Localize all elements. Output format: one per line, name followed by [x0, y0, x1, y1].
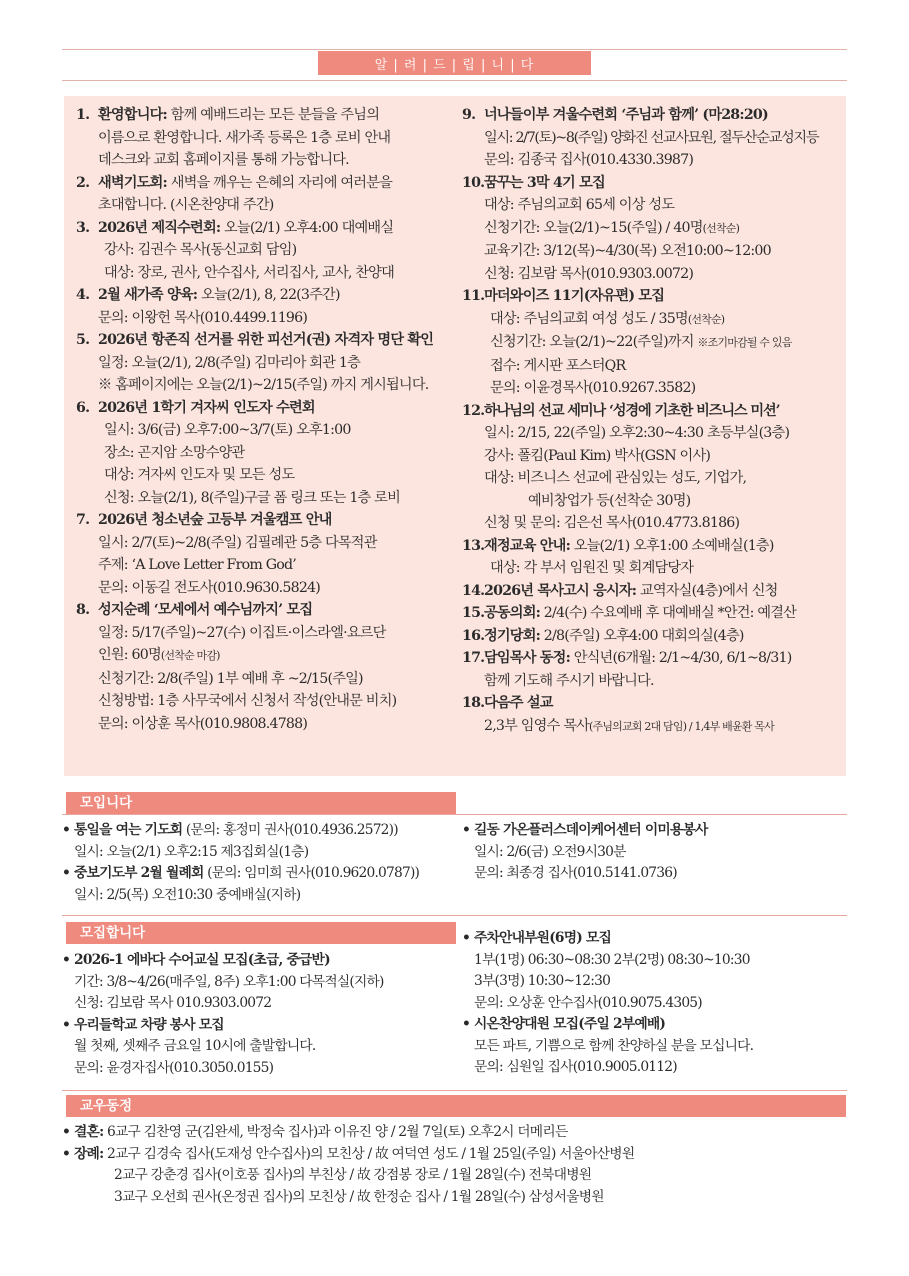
- notice-line: 강사: 김권수 목사(동신교회 담임): [104, 242, 297, 258]
- notice-line: 대상: 겨자씨 인도자 및 모든 성도: [104, 467, 295, 483]
- notice-number: 18.: [462, 695, 485, 711]
- notice-item: [76, 509, 458, 599]
- moim-item-extra: (문의: 임미희 권사(010.9620.0787)): [203, 865, 420, 881]
- notice-number: 14.: [462, 582, 485, 599]
- notice-note: (선착순 마감): [160, 649, 220, 662]
- moim-right: [462, 820, 708, 885]
- funeral-text: 2교구 김경숙 집사(도재성 안수집사)의 모친상 / 故 여덕연 성도 / 1월 25일(주일) 서울아산병원: [106, 1145, 635, 1162]
- notice-title: 너나들이부 겨울수련회 ‘주님과 함께’ (마28:20): [484, 107, 768, 123]
- notice-note: ※조기마감될 수 있음: [697, 336, 792, 349]
- mojip-item-line: 기간: 3/8~4/26(매주일, 8주) 오후1:00 다목적실(지하): [74, 973, 384, 990]
- notice-item: [462, 400, 844, 535]
- notice-line: 오늘(2/1) 오후1:00 소예배실(1층): [573, 537, 774, 554]
- mojip-item-line: 문의: 윤경자집사(010.3050.0155): [74, 1059, 274, 1076]
- notice-title: 2026년 1학기 겨자씨 인도자 수련회: [98, 399, 315, 416]
- notice-title: 다음주 설교: [484, 695, 553, 711]
- notice-item: [76, 284, 458, 329]
- notice-number: 15.: [462, 605, 485, 621]
- mojip-left: [62, 950, 384, 1079]
- mojip-item-line: 문의: 심원일 집사(010.9005.0112): [474, 1059, 677, 1075]
- notice-column-right: [462, 104, 844, 738]
- mojip-item-head: • 주차안내부원(6명) 모집: [462, 930, 612, 946]
- notice-line: 2/4(수) 수요예배 후 대예배실 *안건: 예결산: [543, 605, 797, 621]
- notice-line: 문의: 이상훈 목사(010.9808.4788): [98, 715, 308, 732]
- moim-item-head: • 길동 가온플러스데이케어센터 이미용봉사: [462, 822, 708, 838]
- notice-line: 신청기간: 오늘(2/1)~22(주일)까지: [490, 334, 694, 350]
- notice-title: 마더와이즈 11기(자유편) 모집: [484, 288, 665, 304]
- notice-line: 대상: 주님의교회 65세 이상 성도: [484, 197, 675, 213]
- notice-title: 2월 새가족 양육:: [98, 287, 198, 303]
- notice-line: 새벽을 깨우는 은혜의 자리에 여러분을: [170, 174, 393, 191]
- notice-line: 신청방법: 1층 사무국에서 신청서 작성(안내문 비치): [98, 693, 397, 709]
- notice-line: 신청기간: 2/8(주일) 1부 예배 후 ~2/15(주일): [98, 670, 363, 687]
- notice-item: [462, 692, 844, 738]
- notice-item: [462, 625, 844, 648]
- notice-item: [76, 104, 458, 172]
- notice-note: (선착순): [687, 312, 725, 326]
- notice-number: 12.: [462, 402, 485, 419]
- header-banner: [318, 51, 591, 75]
- notice-line: 신청기간: 오늘(2/1)~15(주일) / 40명: [484, 219, 703, 236]
- notice-line: 장소: 곤지암 소망수양관: [104, 444, 245, 461]
- notice-line: 예비창업가 등(선착순 30명): [528, 492, 691, 509]
- notice-title: 꿈꾸는 3막 4기 모집: [484, 174, 605, 191]
- notice-title: 2026년 항존직 선거를 위한 피선거(권) 자격자 명단 확인: [98, 332, 434, 348]
- moim-item-line: 일시: 오늘(2/1) 오후2:15 제3집회실(1층): [74, 843, 309, 860]
- notice-line: 일정: 오늘(2/1), 2/8(주일) 김마리아 회관 1층: [98, 354, 361, 371]
- notice-line: 이름으로 환영합니다. 새가족 등록은 1층 로비 안내: [98, 129, 391, 146]
- notice-line: 2,3부 임영수 목사: [484, 717, 590, 734]
- notice-number: 3.: [76, 219, 90, 236]
- notice-line: 초대합니다. (시온찬양대 주간): [98, 197, 274, 213]
- mojip-item-line: 3부(3명) 10:30~12:30: [474, 973, 611, 989]
- notice-number: 6.: [76, 399, 90, 416]
- notice-title: 환영합니다:: [98, 107, 167, 123]
- notice-item: [462, 580, 844, 603]
- notice-number: 16.: [462, 627, 485, 644]
- notice-note: (주님의교회 2대 담임) / 1,4부 배윤환 목사: [589, 719, 774, 733]
- notice-line: 함께 기도해 주시기 바랍니다.: [484, 672, 654, 689]
- notice-number: 17.: [462, 650, 485, 666]
- funeral-text: 3교구 오선희 권사(온정권 집사)의 모친상 / 故 한정순 집사 / 1월 28일(수) 삼성서울병원: [114, 1188, 604, 1205]
- notice-line: 오늘(2/1) 오후4:00 대예배실: [224, 219, 394, 236]
- notice-item: [462, 647, 844, 692]
- wedding-label: • 결혼:: [62, 1124, 104, 1140]
- notice-title: 공동의회:: [484, 605, 541, 621]
- moim-item-head: • 통일을 여는 기도회: [62, 822, 183, 838]
- moim-item-extra: (문의: 홍정미 권사(010.4936.2572)): [182, 822, 398, 838]
- notice-number: 1.: [76, 107, 90, 123]
- notice-line: 문의: 이윤경목사(010.9267.3582): [490, 380, 696, 396]
- notice-line: 안식년(6개월: 2/1~4/30, 6/1~8/31): [573, 650, 792, 666]
- notice-line: 문의: 이동길 전도사(010.9630.5824): [98, 579, 321, 596]
- notice-title: 2026년 청소년숲 고등부 겨울캠프 안내: [98, 512, 332, 528]
- header-bottom-rule: [62, 80, 847, 81]
- notice-line: 일정: 5/17(주일)~27(수) 이집트·이스라엘·요르단: [98, 624, 386, 641]
- notice-line: 일시: 2/7(토)~2/8(주일) 김필례관 5층 다목적관: [98, 534, 377, 551]
- notice-column-left: [76, 104, 458, 735]
- notice-title: 하나님의 선교 세미나 ‘성경에 기초한 비즈니스 미션’: [484, 402, 780, 419]
- wedding-text: 6교구 김찬영 군(김완세, 박정숙 집사)과 이유진 양 / 2월 7일(토) 오후2시 더메리든: [106, 1124, 568, 1140]
- notice-title: 성지순례 ‘모세에서 예수님까지’ 모집: [98, 602, 313, 618]
- notice-line: 대상: 비즈니스 선교에 관심있는 성도, 기업가,: [484, 470, 747, 486]
- notice-number: 4.: [76, 287, 90, 303]
- moim-left: [62, 820, 419, 906]
- gyowoo-block: [62, 1122, 634, 1208]
- notice-line: 문의: 이왕헌 목사(010.4499.1196): [98, 309, 308, 326]
- notice-line: 데스크와 교회 홈페이지를 통해 가능합니다.: [98, 152, 349, 168]
- section-rule: [62, 915, 847, 916]
- notice-line: 일시: 2/7(토)~8(주일) 양화진 선교사묘원, 절두산순교성지등: [484, 129, 819, 146]
- notice-line: 신청 및 문의: 김은선 목사(010.4773.8186): [484, 515, 740, 531]
- notice-line: 대상: 주님의교회 여성 성도 / 35명: [490, 310, 688, 327]
- notice-title: 담임목사 동정:: [484, 650, 571, 666]
- notice-note: (선착순): [702, 221, 740, 235]
- notice-item: [76, 397, 458, 510]
- header-top-rule: [62, 49, 847, 50]
- notice-line: 주제: ‘A Love Letter From God’: [98, 557, 296, 573]
- notice-number: 2.: [76, 174, 90, 191]
- notice-title: 재정교육 안내:: [484, 537, 571, 554]
- section-rule: [62, 1090, 847, 1091]
- notice-line: 대상: 장로, 권사, 안수집사, 서리집사, 교사, 찬양대: [104, 264, 394, 281]
- notice-item: [462, 602, 844, 625]
- notice-line: 신청: 오늘(2/1), 8(주일)구글 폼 링크 또는 1층 로비: [104, 489, 400, 506]
- notice-number: 5.: [76, 332, 90, 348]
- notice-item: [462, 285, 844, 400]
- mojip-item-head: • 시온찬양대원 모집(주일 2부예배): [462, 1016, 666, 1032]
- notice-item: [462, 104, 844, 172]
- moim-item-line: 문의: 최종경 집사(010.5141.0736): [474, 865, 677, 881]
- notice-line: 2/8(주일) 오후4:00 대회의실(4층): [543, 627, 744, 644]
- section-label-mojip: 모집합니다: [66, 922, 456, 944]
- notice-line: 오늘(2/1), 8, 22(3주간): [200, 287, 340, 303]
- section-rule: [62, 814, 847, 815]
- notice-number: 7.: [76, 512, 90, 528]
- notice-line: 일시: 3/6(금) 오후7:00~3/7(토) 오후1:00: [104, 422, 351, 438]
- notice-line: 함께 예배드리는 모든 분들을 주님의: [170, 107, 380, 123]
- notice-item: [76, 172, 458, 217]
- notice-title: 2026년 제직수련회:: [98, 219, 221, 236]
- notice-line: 대상: 각 부서 임원진 및 회계담당자: [490, 560, 694, 576]
- notice-line: 강사: 폴킴(Paul Kim) 박사(GSN 이사): [484, 447, 711, 464]
- notice-number: 9.: [462, 107, 476, 123]
- notice-item: [462, 535, 844, 580]
- notice-number: 11.: [462, 288, 485, 304]
- notice-item: [76, 217, 458, 285]
- notice-number: 13.: [462, 537, 485, 554]
- mojip-item-line: 월 첫째, 셋째주 금요일 10시에 출발합니다.: [74, 1038, 316, 1054]
- notice-number: 10.: [462, 174, 485, 191]
- notice-line: 교역자실(4층)에서 신청: [639, 582, 778, 599]
- mojip-item-line: 신청: 김보람 목사 010.9303.0072: [74, 995, 272, 1011]
- notice-title: 정기당회:: [484, 627, 541, 644]
- mojip-item-line: 모든 파트, 기쁨으로 함께 찬양하실 분을 모십니다.: [474, 1037, 754, 1054]
- notice-line: ※ 홈페이지에는 오늘(2/1)~2/15(주일) 까지 게시됩니다.: [98, 377, 429, 393]
- notice-line: 일시: 2/15, 22(주일) 오후2:30~4:30 초등부실(3층): [484, 425, 790, 441]
- moim-item-line: 일시: 2/6(금) 오전9시30분: [474, 843, 626, 860]
- notice-item: [76, 329, 458, 397]
- notice-line: 문의: 김종국 집사(010.4330.3987): [484, 152, 694, 168]
- page-title: 알 | 려 | 드 | 립 | 니 | 다: [374, 57, 535, 73]
- notice-number: 8.: [76, 602, 90, 618]
- notice-line: 인원: 60명: [98, 647, 161, 663]
- section-label-moim: 모입니다: [66, 792, 456, 814]
- moim-item-head: • 중보기도부 2월 월례회: [62, 865, 204, 881]
- notice-line: 접수: 게시판 포스터QR: [490, 357, 626, 374]
- mojip-item-line: 문의: 오상훈 안수집사(010.9075.4305): [474, 994, 702, 1011]
- notice-box: [64, 96, 846, 776]
- notice-line: 교육기간: 3/12(목)~4/30(목) 오전10:00~12:00: [484, 243, 771, 259]
- mojip-item-line: 1부(1명) 06:30~08:30 2부(2명) 08:30~10:30: [474, 951, 750, 968]
- funeral-label: • 장례:: [62, 1145, 104, 1162]
- moim-item-line: 일시: 2/5(목) 오전10:30 중예배실(지하): [74, 886, 301, 903]
- notice-line: 신청: 김보람 목사(010.9303.0072): [484, 265, 694, 282]
- mojip-item-head: • 2026-1 에바다 수어교실 모집(초급, 중급반): [62, 952, 330, 968]
- notice-title: 2026년 목사고시 응시자:: [484, 582, 637, 599]
- notice-item: [462, 172, 844, 286]
- mojip-right: [462, 928, 753, 1079]
- funeral-text: 2교구 강춘경 집사(이호풍 집사)의 부친상 / 故 강점봉 장로 / 1월 28일(수) 전북대병원: [114, 1167, 592, 1183]
- section-label-gyowoo: 교우동정: [66, 1095, 846, 1117]
- notice-title: 새벽기도회:: [98, 174, 167, 191]
- mojip-item-head: • 우리들학교 차량 봉사 모집: [62, 1016, 224, 1033]
- notice-item: [76, 599, 458, 735]
